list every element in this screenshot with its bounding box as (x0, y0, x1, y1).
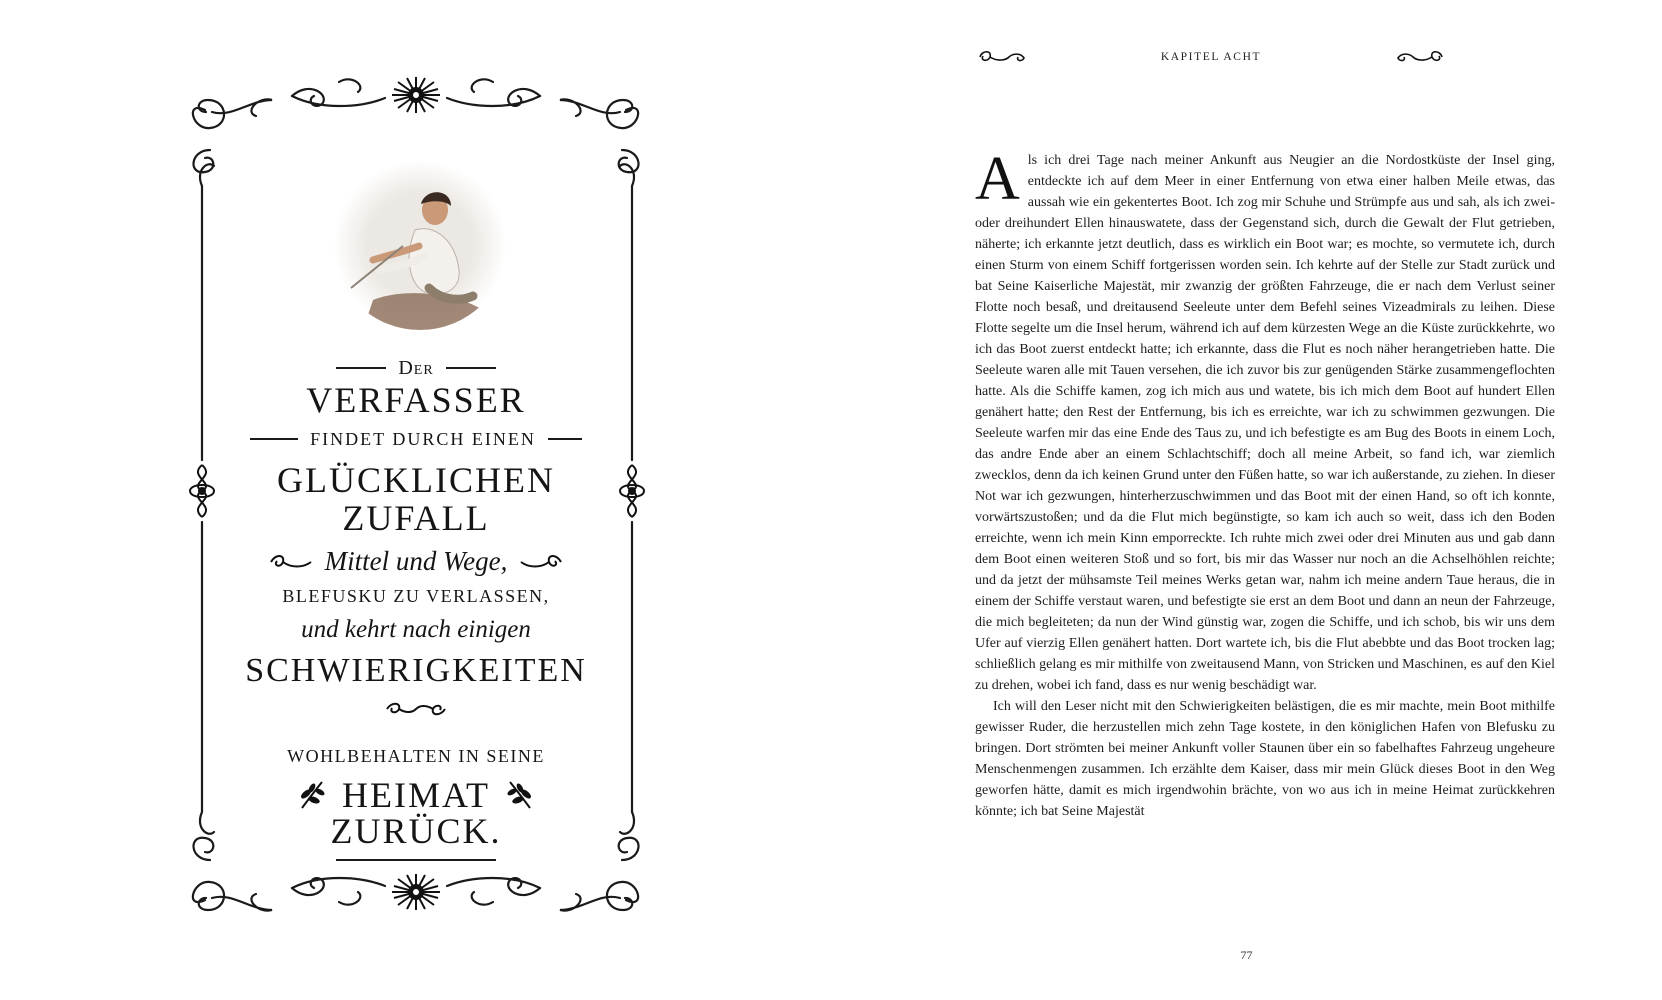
header-scroll-icon (1394, 48, 1446, 66)
title-line-wohlbehalten: WOHLBEHALTEN IN SEINE (287, 746, 545, 766)
page-number: 77 (1240, 948, 1253, 962)
laurel-sprig-icon (296, 778, 326, 812)
sunburst-icon (392, 874, 440, 910)
title-line-heimat: HEIMAT (342, 775, 490, 815)
title-rule-row (200, 777, 632, 813)
scroll-ornament-icon (519, 552, 563, 572)
title-line-kehrt: und kehrt nach einigen (301, 616, 531, 643)
rule-line (446, 367, 496, 368)
sunburst-icon (392, 77, 440, 113)
paragraph-text: ls ich drei Tage nach meiner Ankunft aus Neugier an die Nordostküste der Insel ging, entdeckte ich auf dem Meer in einer Entfernung von etwa einer halben Meile etwas, das aussah wie ein gekentertes Boot. Ich zog mir Schuhe und Strümpfe aus und sah, als ich zwei- oder dreihundert Ellen hinauswatete, dass der Gegenstand sich, durch die Gewalt der Flut getrieben, näherte; ich erkannte jetzt deutlich, dass es wirklich ein Boot war; es mochte, so vermutete ich, durch einen Sturm von einem Schiff fortgerissen worden sein. Ich kehrte auf der Stelle zur Stadt zurück und bat Seine Kaiserliche Majestät, mir zwanzig der größten Fahrzeuge, die er nach dem Verlust seiner Flotte noch besaß, und dreitausend Seeleute unter dem Befehl seines Vizeadmirals zu leihen. Diese Flotte segelte um die Insel herum, während ich auf dem kürzesten Wege an die Küste zurückkehrte, wo ich das Boot zuerst entdeckt hatte; ich erkannte, dass die Flut es noch näher herangetrieben hatte. Die Seeleute waren alle mit Tauen versehen, die ich zuvor bis zur genügenden Stärke zusammengeflochten hatte. Als die Schiffe kamen, zog ich mich aus und watete, bis ich mich dem Boot auf hundert Ellen genähert hatte; den Rest der Entfernung, bis ich es erreichte, war ich zu schwimmen gezwungen. Die Seeleute warfen mir das eine Ende des Taus zu, und ich befestigte es am Bug des Boots in einem Loch, das andre Ende aber an einem Schlachtschiff; doch all meine Arbeit, so fand ich, war ziemlich zwecklos, denn da ich keinen Grund unter den Füßen hatte, so war ich außerstande, zu ziehen. In dieser Not war ich gezwungen, hinterherzuschwimmen und das Boot mit der einen Hand, so oft ich konnte, vorwärtszustoßen; und da die Flut mich begünstigte, so kam ich auch so weit, dass ich den Boden erreichte, wenn ich mein Kinn emporreckte. Ich ruhte mich zwei oder drei Minuten aus und gab dann dem Boot einen weiteren Stoß und so fort, bis mir das Wasser nur noch an die Achselhöhlen reichte; und da jetzt der mühsamste Teil meines Werks getan war, nahm ich meine andern Taue heraus, die in einem der Schiffe verstaut waren, und befestigte sie erst an dem Boot und dann an neun der Fahrzeuge, die mich begleiteten; da nun der Wind günstig war, zogen die Schiffe, und ich schob, bis wir uns dem Ufer auf vierzig Ellen genähert hatten. Dort wartete ich, bis die Flut abebbte und das Boot trocken lag; schließlich gelang es mir mithilfe von zweitausend Mann, von Stricken und Maschinen, es auf den Kiel zu drehen, wobei ich fand, dass es nur wenig beschädigt war. (975, 153, 1555, 693)
closing-rule (336, 859, 496, 861)
title-line-zurueck: ZURÜCK. (330, 811, 502, 851)
rule-line (548, 438, 582, 439)
rule-line (250, 438, 298, 439)
drop-cap: A (975, 145, 1020, 213)
running-head (976, 48, 1446, 66)
chapter-title (200, 358, 632, 861)
paragraph: Ich will den Leser nicht mit den Schwierigkeiten belästigen, die es mir machte, mein Boot mithilfe gewisser Ruder, die herzustellen mich zehn Tage kostete, in den königlichen Hafen von Blefusku zu bringen. Dort strömten bei meiner Ankunft voller Staunen über ein so fabelhaftes Fahrzeug ungeheure Menschenmengen zusammen. Ich erzählte dem Kaiser, dass mir mein Glück dieses Boot in den Weg geworfen hätte, damit es mich irgendwohin brächte, von wo aus ich in meine Heimat zurückkehren könnte; ich bat Seine Majestät (975, 699, 1555, 819)
chapter-running-title: KAPITEL ACHT (1160, 51, 1262, 63)
title-ornament-row (200, 700, 632, 723)
paragraph (975, 145, 1555, 696)
portrait-illustration (333, 160, 507, 330)
title-rule-row (200, 430, 632, 448)
title-line-schwierigkeiten: SCHWIERIGKEITEN (245, 652, 587, 689)
rule-line (336, 367, 386, 368)
laurel-sprig-icon (506, 778, 536, 812)
body-text (975, 145, 1555, 822)
title-line-findet: FINDET DURCH EINEN (310, 429, 536, 449)
title-line-der: Der (398, 357, 434, 379)
title-line-mittel: Mittel und Wege, (324, 546, 508, 576)
title-line-zufall: ZUFALL (342, 498, 490, 538)
double-scroll-icon (383, 700, 449, 718)
title-rule-row (200, 548, 632, 575)
title-line-blefusku: BLEFUSKU ZU VERLASSEN, (282, 586, 550, 606)
header-scroll-icon (976, 48, 1028, 66)
title-rule-row (200, 358, 632, 378)
title-line-verfasser: VERFASSER (306, 380, 526, 420)
right-page (831, 0, 1662, 1000)
scroll-ornament-icon (269, 552, 313, 572)
title-line-gluecklichen: GLÜCKLICHEN (277, 460, 555, 500)
